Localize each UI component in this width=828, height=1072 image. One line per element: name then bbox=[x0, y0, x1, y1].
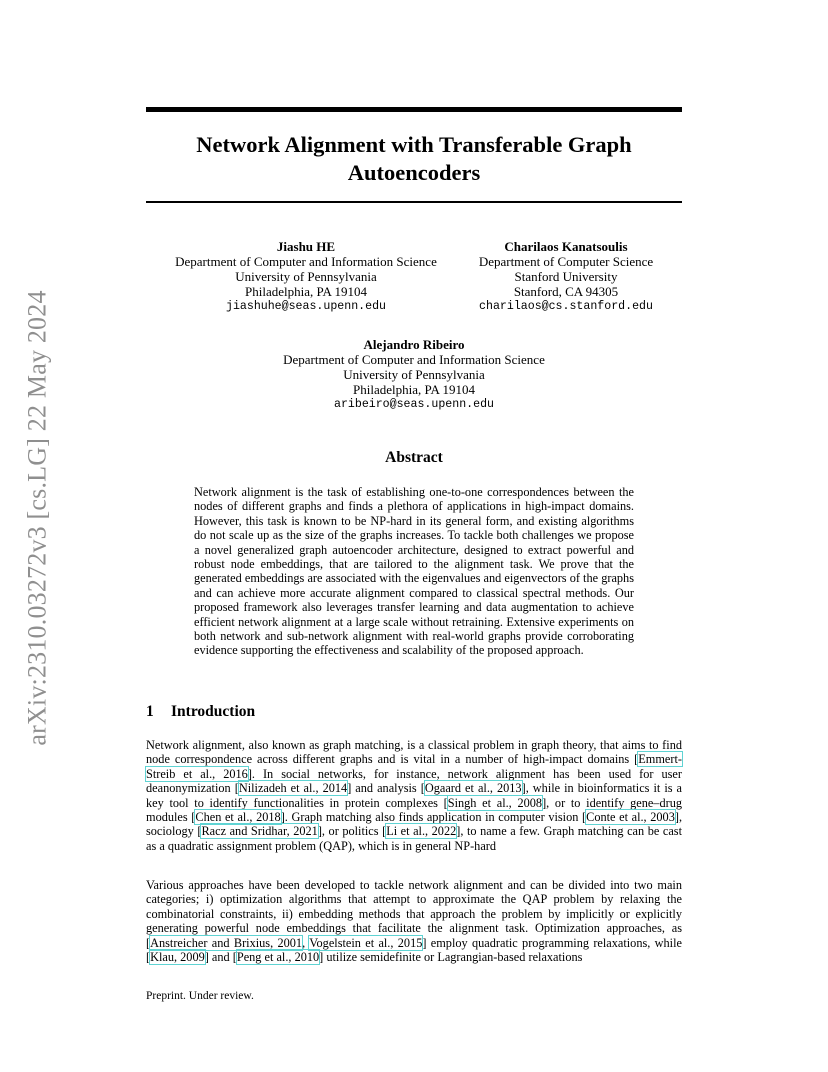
author-department: Department of Computer and Information Science bbox=[175, 254, 437, 269]
author-block bbox=[264, 337, 564, 412]
text-run: ] and analysis [ bbox=[347, 781, 425, 796]
citation-link[interactable]: Anstreicher and Brixius, 2001 bbox=[150, 935, 303, 950]
citation-link[interactable]: Conte et al., 2003 bbox=[586, 810, 675, 825]
text-run: ], while in bioinformatics it is a key tool to identify functionalities in protein complexes [ bbox=[146, 781, 683, 810]
citation-link[interactable]: Li et al., 2022 bbox=[386, 824, 457, 839]
author-department: Department of Computer Science bbox=[478, 254, 654, 269]
text-run: ] employ quadratic programming relaxations, while [ bbox=[146, 935, 682, 965]
author-city: Philadelphia, PA 19104 bbox=[353, 382, 475, 397]
text-run: ], or politics [ bbox=[317, 824, 387, 839]
abstract-text: Network alignment is the task of establishing one-to-one correspondences between the nodes of different graphs and finds a plethora of applications in high-impact domains. However, this task is known to be NP-hard in its general form, and existing algorithms do not scale up as the size of the graphs increases. To tackle both challenges we propose a novel generalized graph autoencoder architecture, designed to extract powerful and robust node embeddings, that are tailored to the alignment task. We prove that the generated embeddings are associated with the eigenvalues and eigenvectors of the graphs and can achieve more accurate alignment compared to classical spectral methods. Our proposed framework also leverages transfer learning and data augmentation to achieve efficient network alignment at a large scale without retraining. Extensive experiments on both network and sub-network alignment with real-world graphs provide corroborating evidence supporting the effectiveness and scalability of the proposed approach. bbox=[194, 485, 634, 658]
intro-paragraph-2 bbox=[146, 878, 682, 964]
title-bottom-rule bbox=[146, 201, 682, 203]
citation-link[interactable]: Vogelstein et al., 2015 bbox=[309, 935, 423, 950]
section-heading bbox=[146, 703, 255, 721]
author-department: Department of Computer and Information Science bbox=[283, 352, 545, 367]
abstract-heading: Abstract bbox=[385, 449, 443, 466]
intro-paragraph-1 bbox=[146, 738, 682, 853]
citation-link[interactable]: Nilizadeh et al., 2014 bbox=[238, 781, 348, 796]
author-email[interactable]: charilaos@cs.stanford.edu bbox=[479, 300, 653, 313]
arxiv-sidebar bbox=[14, 275, 62, 760]
citation-link[interactable]: Ogaard et al., 2013 bbox=[424, 781, 522, 796]
text-run: ]. Graph matching also finds application in computer vision [ bbox=[280, 810, 587, 825]
title-top-rule bbox=[146, 107, 682, 112]
text-run: ] and [ bbox=[204, 950, 237, 965]
text-run: ], sociology [ bbox=[146, 810, 683, 839]
citation-link[interactable]: Singh et al., 2008 bbox=[447, 795, 543, 810]
paper-title bbox=[146, 131, 682, 187]
author-university: University of Pennsylvania bbox=[343, 367, 485, 382]
section-title: Introduction bbox=[171, 703, 256, 720]
text-run: , bbox=[302, 935, 310, 950]
citation-link[interactable]: Emmert-Streib et al., 2016 bbox=[146, 752, 682, 781]
author-email[interactable]: jiashuhe@seas.upenn.edu bbox=[225, 300, 387, 313]
section-number: 1 bbox=[146, 703, 154, 720]
citation-link[interactable]: Peng et al., 2010 bbox=[236, 950, 320, 965]
citation-link[interactable]: Klau, 2009 bbox=[150, 950, 205, 965]
title-line-2: Autoencoders bbox=[347, 160, 481, 185]
author-city: Stanford, CA 94305 bbox=[513, 284, 619, 299]
text-run: ], to name a few. Graph matching can be cast as a quadratic assignment problem (QAP), which is in general NP-hard bbox=[146, 824, 682, 853]
author-block bbox=[468, 239, 664, 314]
text-run: ]. In social networks, for instance, network alignment has been used for user deanonymization [ bbox=[146, 766, 682, 796]
author-university: Stanford University bbox=[514, 269, 618, 284]
title-line-1: Network Alignment with Transferable Graph bbox=[196, 132, 632, 157]
citation-link[interactable]: Chen et al., 2018 bbox=[195, 810, 281, 825]
text-run: Network alignment, also known as graph matching, is a classical problem in graph theory, that aims to find node correspondence across different graphs and is vital in a number of high-impact domains [ bbox=[146, 738, 682, 767]
text-run: ], or to identify gene–drug modules [ bbox=[146, 795, 682, 825]
author-name: Jiashu HE bbox=[276, 239, 336, 254]
citation-link[interactable]: Racz and Sridhar, 2021 bbox=[201, 824, 318, 839]
text-run: Various approaches have been developed to tackle network alignment and can be divided into two main categories; i) optimization algorithms that attempt to approximate the QAP problem by relaxing the combinatorial constraints, ii) embedding methods that approach the problem by implicitly or explicitly generating powerful node embeddings that facilitate the alignment task. Optimization approaches, as [ bbox=[146, 878, 682, 950]
author-name: Charilaos Kanatsoulis bbox=[504, 239, 628, 254]
text-run: ] utilize semidefinite or Lagrangian-based relaxations bbox=[319, 950, 583, 965]
arxiv-identifier: arXiv:2310.03272v3 [cs.LG] 22 May 2024 bbox=[23, 289, 53, 746]
footer-note: Preprint. Under review. bbox=[146, 990, 254, 1002]
author-name: Alejandro Ribeiro bbox=[363, 337, 465, 352]
author-city: Philadelphia, PA 19104 bbox=[245, 284, 367, 299]
author-university: University of Pennsylvania bbox=[235, 269, 377, 284]
author-block bbox=[163, 239, 449, 314]
author-email[interactable]: aribeiro@seas.upenn.edu bbox=[333, 398, 495, 411]
